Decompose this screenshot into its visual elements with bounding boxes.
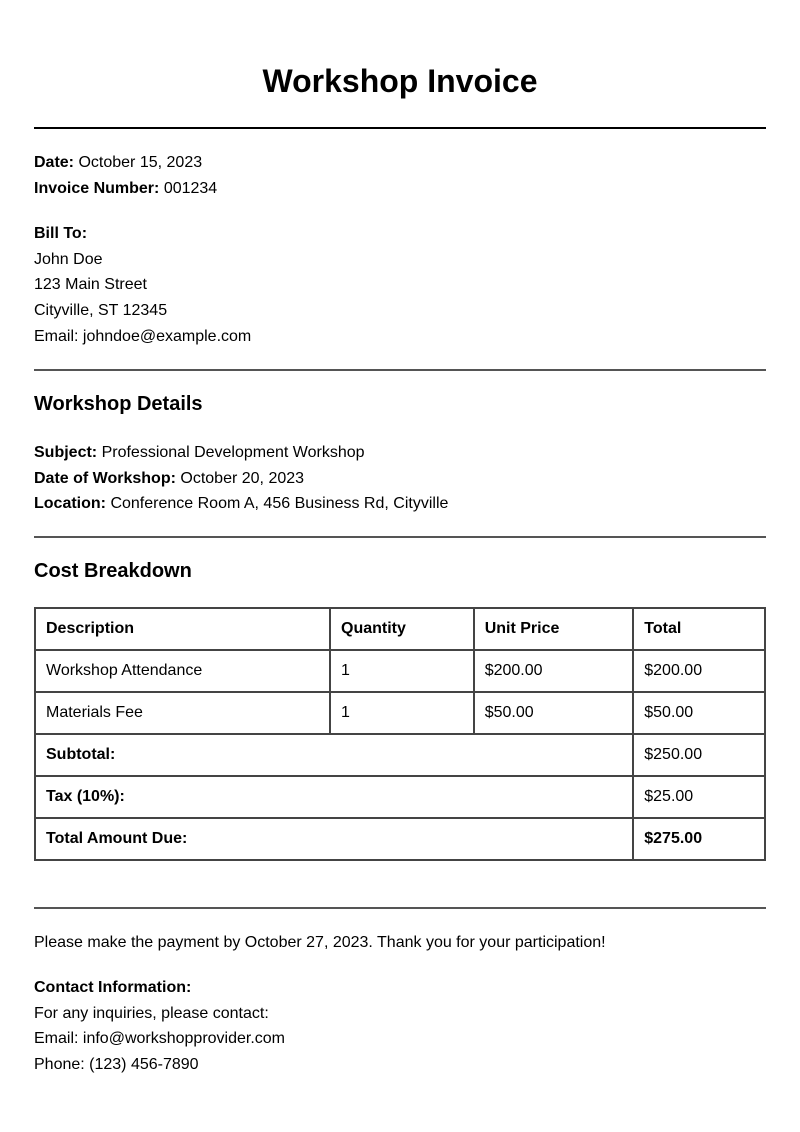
workshop-date-label: Date of Workshop: [34, 469, 176, 487]
row-description: Materials Fee [35, 692, 330, 734]
contact-email: Email: info@workshopprovider.com [34, 1030, 286, 1048]
row-total: $200.00 [633, 650, 765, 692]
row-quantity: 1 [330, 650, 474, 692]
invoice-number-value: 001234 [163, 179, 218, 197]
row-total: $50.00 [633, 692, 765, 734]
location-label: Location: [34, 495, 106, 513]
subtotal-value: $250.00 [633, 734, 765, 776]
contact-intro: For any inquiries, please contact: [34, 1004, 269, 1022]
bill-to-label: Bill To: [34, 225, 88, 242]
divider [34, 536, 766, 538]
invoice-number-label: Invoice Number: [34, 179, 160, 197]
tax-row [35, 776, 765, 818]
table-row [35, 692, 765, 734]
subtotal-label: Subtotal: [35, 734, 633, 776]
bill-to-city: Cityville, ST 12345 [34, 302, 168, 320]
subtotal-row [35, 734, 765, 776]
divider [34, 907, 766, 909]
row-unit-price: $50.00 [474, 692, 634, 734]
workshop-date-value: October 20, 2023 [180, 469, 305, 487]
subject-label: Subject: [34, 444, 98, 461]
row-description: Workshop Attendance [35, 650, 330, 692]
bill-to-name: John Doe [34, 250, 103, 268]
bill-to-street: 123 Main Street [34, 276, 147, 294]
table-header-row [35, 608, 765, 650]
total-row [35, 818, 765, 860]
workshop-details [34, 440, 766, 517]
column-header-quantity: Quantity [330, 608, 474, 650]
column-header-unit-price: Unit Price [474, 608, 634, 650]
invoice-meta [34, 150, 766, 201]
page-title: Workshop Invoice [262, 63, 538, 99]
cost-table [34, 607, 766, 861]
workshop-date-line [34, 466, 766, 492]
row-unit-price: $200.00 [474, 650, 634, 692]
invoice-page [34, 0, 766, 1074]
contact-phone: Phone: (123) 456-7890 [34, 1056, 199, 1074]
divider [34, 369, 766, 371]
date-label: Date: [34, 154, 75, 171]
invoice-number-line [34, 176, 766, 202]
date-line [34, 150, 766, 176]
payment-note: Please make the payment by October 27, 2023. Thank you for your participation! [34, 934, 606, 951]
location-value: Conference Room A, 456 Business Rd, Cityville [110, 495, 449, 513]
column-header-description: Description [35, 608, 330, 650]
column-header-total: Total [633, 608, 765, 650]
tax-value: $25.00 [633, 776, 765, 818]
bill-to-email: Email: johndoe@example.com [34, 327, 252, 345]
table-row [35, 650, 765, 692]
divider [34, 127, 766, 129]
bill-to [34, 221, 766, 350]
contact-info [34, 975, 766, 1078]
workshop-details-heading: Workshop Details [34, 393, 203, 415]
total-value: $275.00 [633, 818, 765, 860]
location-line [34, 491, 766, 517]
row-quantity: 1 [330, 692, 474, 734]
date-value: October 15, 2023 [78, 154, 203, 171]
contact-label: Contact Information: [34, 979, 192, 996]
tax-label: Tax (10%): [35, 776, 633, 818]
cost-breakdown-heading: Cost Breakdown [34, 560, 192, 582]
total-label: Total Amount Due: [35, 818, 633, 860]
subject-line [34, 440, 766, 466]
subject-value: Professional Development Workshop [101, 444, 365, 461]
